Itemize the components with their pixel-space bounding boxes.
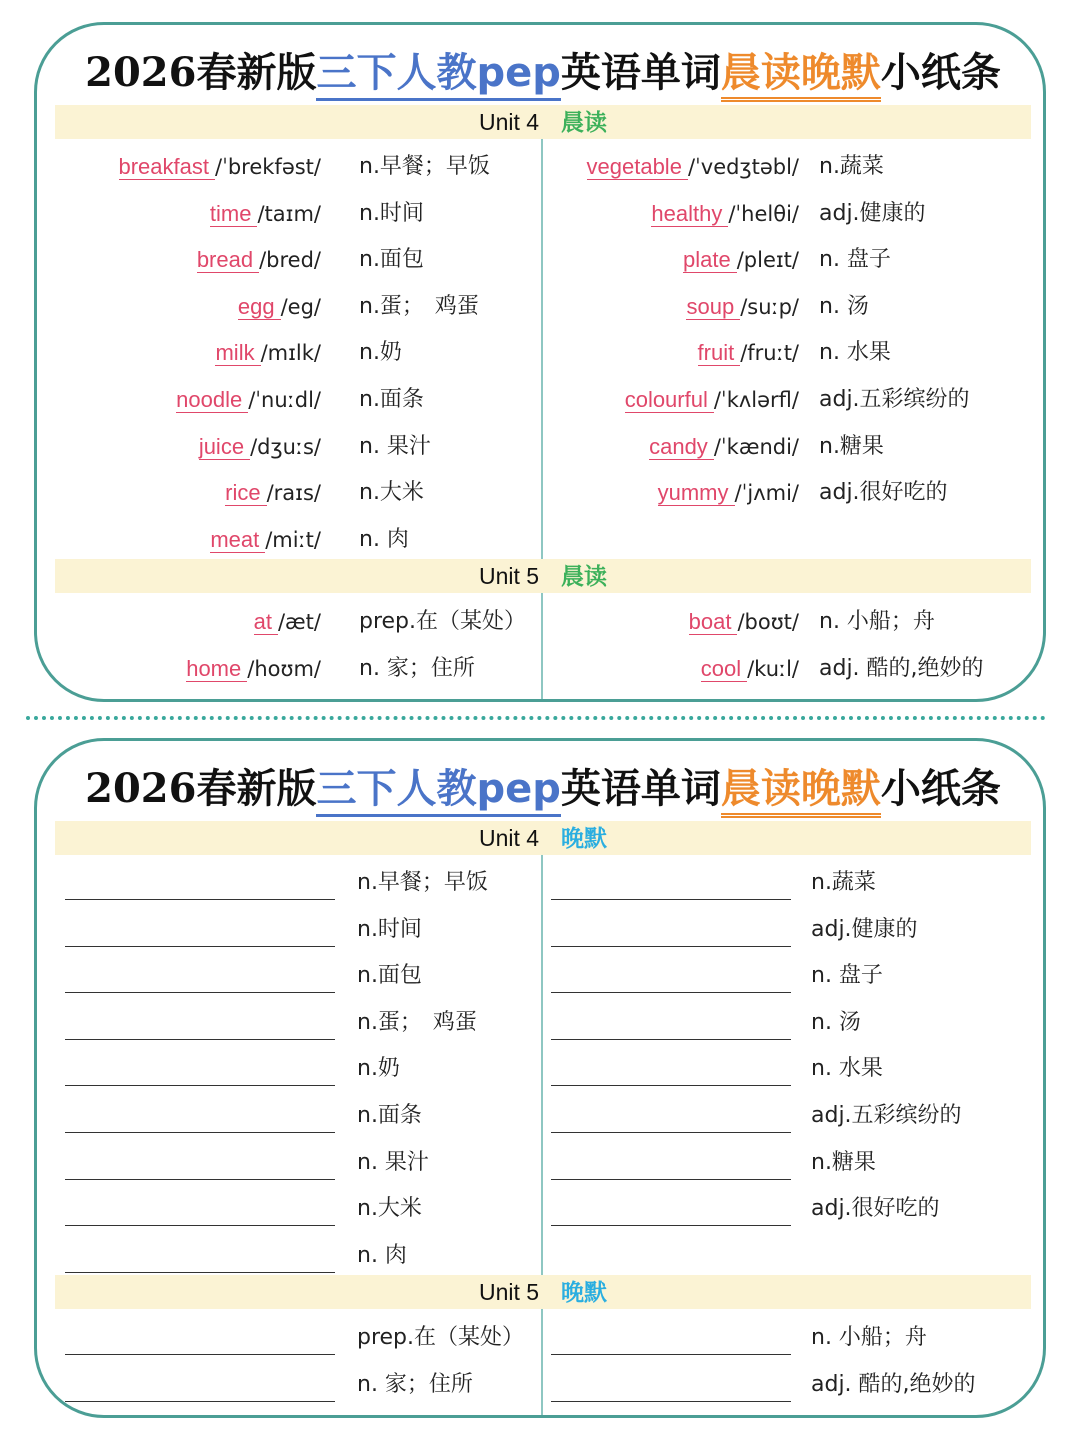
vocab-word: milk <box>215 340 260 366</box>
answer-blank[interactable] <box>65 1272 335 1273</box>
vocab-word: noodle <box>176 387 248 413</box>
vocab-meaning: adj.健康的 <box>811 916 918 942</box>
vocab-phonetic: /boʊt/ <box>737 610 799 634</box>
vocab-meaning: prep.在（某处） <box>359 609 527 634</box>
unit4-evening-header <box>55 821 1031 855</box>
dictation-row <box>37 1143 1043 1183</box>
vocab-meaning: n.蔬菜 <box>819 154 884 179</box>
word-with-phonetic <box>17 520 321 561</box>
title-edition: 三下人教pep <box>316 50 560 101</box>
vocab-meaning: n. 盘子 <box>811 963 883 989</box>
vocab-phonetic: /æt/ <box>277 610 321 634</box>
title-suffix: 小纸条 <box>880 765 1001 812</box>
vocab-meaning: n.早餐；早饭 <box>359 154 490 179</box>
vocab-phonetic: /mɪlk/ <box>260 341 321 366</box>
unit4-morning-header <box>55 105 1031 139</box>
vocab-row <box>37 333 1043 373</box>
vocab-meaning: n. 汤 <box>819 293 869 319</box>
vocab-meaning: n.蛋； 鸡蛋 <box>357 1009 477 1035</box>
vocab-row <box>37 520 1043 560</box>
title-suffix: 小纸条 <box>880 49 1001 96</box>
word-with-phonetic <box>503 194 799 235</box>
vocab-phonetic: /fruːt/ <box>740 341 799 366</box>
vocab-meaning: n.面包 <box>359 247 424 273</box>
mode-label: 晚默 <box>561 826 608 852</box>
mode-label: 晨读 <box>561 110 608 136</box>
vocab-phonetic: /dʒuːs/ <box>250 434 321 459</box>
vocab-row <box>37 427 1043 467</box>
vocab-meaning: n.糖果 <box>819 433 884 459</box>
vocab-meaning: n.面条 <box>357 1103 422 1128</box>
vocab-meaning: n.早餐；早饭 <box>357 870 488 895</box>
vocab-meaning: n. 汤 <box>811 1009 861 1035</box>
dictation-row <box>37 910 1043 950</box>
dictation-row <box>37 1096 1043 1136</box>
answer-blank[interactable] <box>551 1401 791 1402</box>
page-title <box>37 759 1049 819</box>
vocab-word: yummy <box>658 480 735 506</box>
mode-label: 晚默 <box>561 1280 608 1306</box>
vocab-phonetic: /hoʊm/ <box>247 656 321 681</box>
vocab-meaning: n. 家；住所 <box>357 1371 473 1397</box>
vocab-phonetic: /ˈjʌmi/ <box>734 481 799 506</box>
vocab-row <box>37 649 1043 689</box>
vocab-meaning: prep.在（某处） <box>357 1325 525 1350</box>
word-with-phonetic <box>503 473 799 514</box>
answer-blank[interactable] <box>551 1085 791 1086</box>
unit-label: Unit 4 <box>478 825 540 851</box>
vocab-meaning: n. 果汁 <box>359 433 431 459</box>
vocab-row <box>37 380 1043 420</box>
vocab-word: healthy <box>651 201 728 227</box>
vocab-meaning: adj.健康的 <box>819 200 926 226</box>
vocab-row <box>37 240 1043 280</box>
vocab-phonetic: /raɪs/ <box>266 481 321 506</box>
answer-blank[interactable] <box>551 899 791 900</box>
dictation-row <box>37 956 1043 996</box>
answer-blank[interactable] <box>551 1179 791 1180</box>
vocab-phonetic: /miːt/ <box>265 527 321 552</box>
vocab-meaning: n. 水果 <box>819 340 891 366</box>
vocab-meaning: adj. 酷的,绝妙的 <box>811 1371 976 1397</box>
unit-label: Unit 5 <box>478 563 540 589</box>
vocab-word: fruit <box>698 340 741 366</box>
word-with-phonetic <box>503 147 799 188</box>
unit-label: Unit 4 <box>478 109 540 135</box>
dictation-row <box>37 1189 1043 1229</box>
vocab-meaning: n. 果汁 <box>357 1149 429 1175</box>
vocab-meaning: n.糖果 <box>811 1149 876 1175</box>
vocab-phonetic: /eg/ <box>280 294 321 319</box>
dictation-row <box>37 1318 1043 1358</box>
vocab-word: bread <box>197 247 259 273</box>
vocab-meaning: n. 肉 <box>357 1242 407 1268</box>
answer-blank[interactable] <box>551 1039 791 1040</box>
vocab-phonetic: /suːp/ <box>740 294 799 319</box>
vocab-word: cool <box>701 656 747 682</box>
vocab-word: plate <box>683 247 737 273</box>
vocab-meaning: n.面包 <box>357 963 422 989</box>
word-with-phonetic <box>503 380 799 421</box>
vocab-phonetic: /pleɪt/ <box>736 248 799 273</box>
title-mode: 晨读晚默 <box>721 766 881 818</box>
title-year: 2026春新版 <box>85 765 317 812</box>
vocab-meaning: n.大米 <box>359 480 424 506</box>
word-with-phonetic <box>503 240 799 281</box>
vocab-meaning: n.时间 <box>359 200 424 226</box>
answer-blank[interactable] <box>551 1225 791 1226</box>
mode-label: 晨读 <box>561 564 608 590</box>
vocab-row <box>37 473 1043 513</box>
vocab-word: home <box>186 656 247 682</box>
vocab-meaning: n. 小船；舟 <box>811 1325 927 1350</box>
vocab-meaning: n.蛋； 鸡蛋 <box>359 293 479 319</box>
vocab-phonetic: /ˈvedʒtəbl/ <box>687 155 799 179</box>
vocab-word: vegetable <box>587 154 688 180</box>
title-year: 2026春新版 <box>85 49 317 96</box>
vocab-word: breakfast <box>119 154 216 180</box>
vocab-meaning: n. 家；住所 <box>359 655 475 681</box>
vocab-word: meat <box>210 527 265 553</box>
answer-blank[interactable] <box>551 946 791 947</box>
vocab-meaning: adj.五彩缤纷的 <box>811 1103 962 1128</box>
word-with-phonetic <box>503 427 799 468</box>
vocab-row <box>37 147 1043 187</box>
dictation-row <box>37 1003 1043 1043</box>
vocab-meaning: adj. 酷的,绝妙的 <box>819 655 984 681</box>
vocab-phonetic: /ˈkændi/ <box>713 434 799 459</box>
vocab-meaning: n.大米 <box>357 1196 422 1222</box>
vocab-meaning: n. 肉 <box>359 526 409 552</box>
unit5-morning-header <box>55 559 1031 593</box>
vocab-word: rice <box>225 480 266 506</box>
vocab-meaning: n.蔬菜 <box>811 870 876 895</box>
vocab-meaning: n. 小船；舟 <box>819 609 935 634</box>
vocab-meaning: n.面条 <box>359 387 424 412</box>
evening-dictation-card <box>34 738 1046 1418</box>
unit5-evening-header <box>55 1275 1031 1309</box>
vocab-word: soup <box>686 294 740 320</box>
vocab-phonetic: /bred/ <box>259 248 321 273</box>
morning-reading-card <box>34 22 1046 702</box>
vocab-phonetic: /ˈhelθi/ <box>728 201 799 226</box>
vocab-phonetic: /kuːl/ <box>747 656 799 681</box>
vocab-phonetic: /ˈnuːdl/ <box>248 388 321 412</box>
title-edition: 三下人教pep <box>316 766 560 817</box>
vocab-word: juice <box>199 434 250 460</box>
vocab-meaning: n. 水果 <box>811 1056 883 1082</box>
dictation-row <box>37 1049 1043 1089</box>
vocab-meaning: n. 盘子 <box>819 247 891 273</box>
vocab-meaning: adj.很好吃的 <box>819 480 948 506</box>
vocab-word: time <box>210 201 258 227</box>
answer-blank[interactable] <box>551 1132 791 1133</box>
answer-blank[interactable] <box>551 992 791 993</box>
word-with-phonetic <box>503 333 799 374</box>
vocab-word: colourful <box>625 387 714 413</box>
dictation-row <box>37 863 1043 903</box>
vocab-word: egg <box>238 294 281 320</box>
vocab-phonetic: /ˈkʌlərfl/ <box>713 388 799 412</box>
title-subject: 英语单词 <box>560 49 721 96</box>
answer-blank[interactable] <box>551 1354 791 1355</box>
word-with-phonetic <box>503 649 799 690</box>
dotted-separator <box>26 716 1046 720</box>
vocab-row <box>37 602 1043 642</box>
title-mode: 晨读晚默 <box>721 50 881 102</box>
title-subject: 英语单词 <box>560 765 721 812</box>
vocab-meaning: n.时间 <box>357 916 422 942</box>
page-title <box>37 43 1049 103</box>
vocab-phonetic: /taɪm/ <box>257 201 321 226</box>
vocab-word: boat <box>689 609 738 635</box>
vocab-word: candy <box>649 434 714 460</box>
vocab-row <box>37 287 1043 327</box>
vocab-meaning: adj.很好吃的 <box>811 1196 940 1222</box>
word-with-phonetic <box>503 602 799 643</box>
dictation-row <box>37 1236 1043 1276</box>
vocab-word: at <box>254 609 278 635</box>
unit-label: Unit 5 <box>478 1279 540 1305</box>
vocab-meaning: n.奶 <box>359 340 402 366</box>
dictation-row <box>37 1365 1043 1405</box>
vocab-meaning: adj.五彩缤纷的 <box>819 387 970 412</box>
word-with-phonetic <box>503 287 799 328</box>
vocab-row <box>37 194 1043 234</box>
vocab-meaning: n.奶 <box>357 1056 400 1082</box>
vocab-phonetic: /ˈbrekfəst/ <box>215 155 321 179</box>
